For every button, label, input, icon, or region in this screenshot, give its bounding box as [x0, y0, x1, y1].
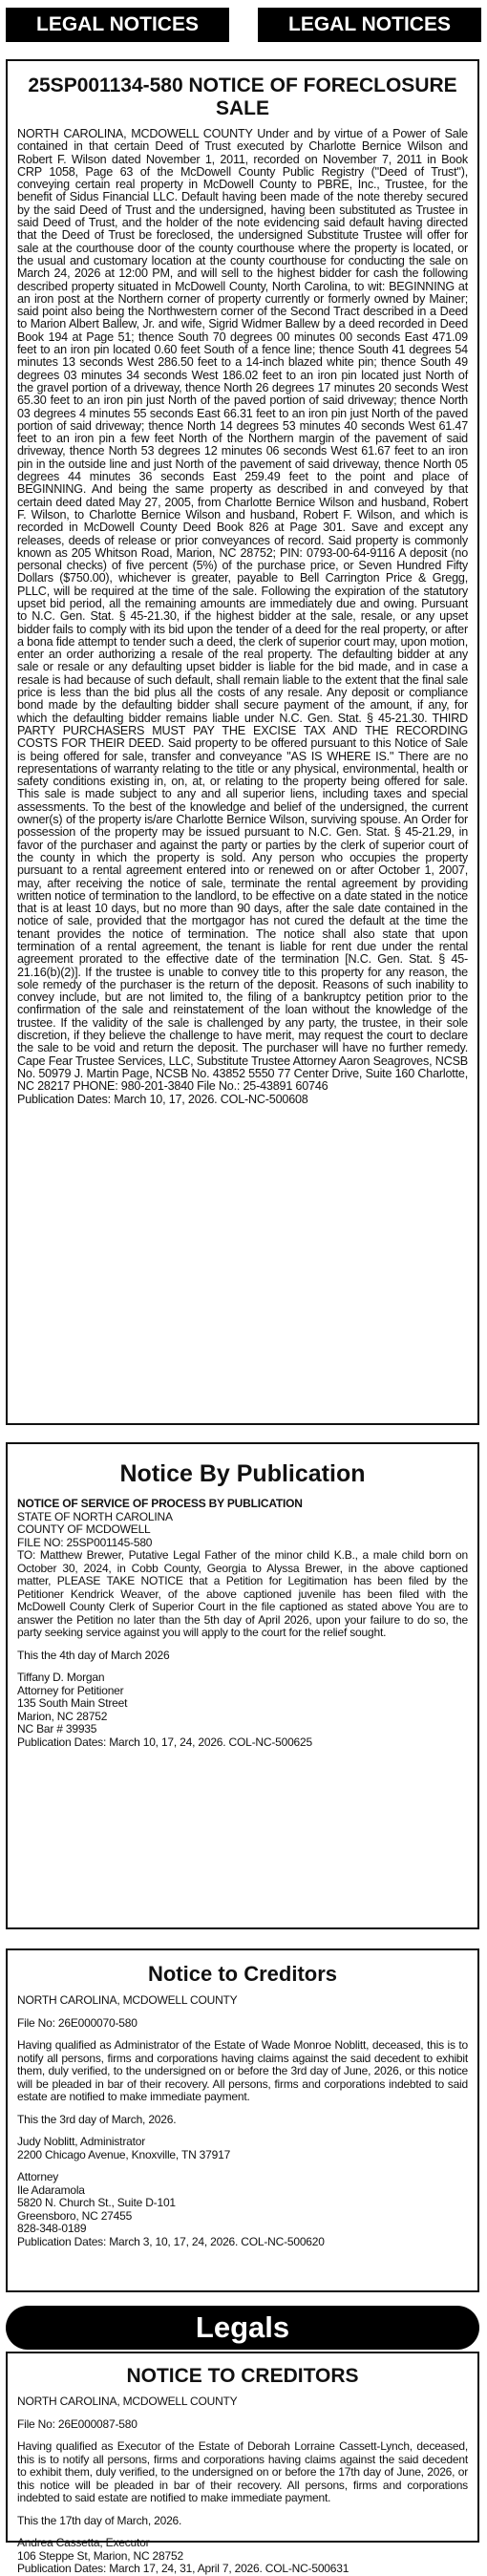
notice-body: NORTH CAROLINA, MCDOWELL COUNTY Under and by virtue of a Power of Sale contained in that certain Deed of Trust executed by Charlotte Bernice Wilson and Robert F. Wilson dated November 1, 2011, recorded on November 7, 2011 in Book CRP 1058, Page 63 of the McDowell County Public Registry ("Deed of Trust"), conveying certain real property in McDowell County to PBRE, Inc., Trustee, for the benefit of Sidus Financial LLC. Default having been made of the note thereby secured by the said Deed of Trust and the undersigned, having been substituted as Trustee in said Deed of Trust, and the holder of the note evidencing said default having directed that the Deed of Trust be foreclosed, the undersigned Substitute Trustee will offer for sale at the courthouse door of the county courthouse where the property is located, or the usual and customary location at the county courthouse for conducting the sale on March 24, 2026 at 12:00 PM, and will sell to the highest bidder for cash the following described property situated in McDowell County, North Carolina, to wit: BEGINNING at an iron post at the Northern corner of property currently or formerly owned by Mainer; said point also being the Northwestern corner of the Second Tract described in a Deed to Marion Albert Ballew, Jr. and wife, Sigrid Widmer Ballew by a deed recorded in Deed Book 194 at Page 51; thence South 70 degrees 00 minutes 00 seconds East 471.09 feet to an iron pin located 0.60 feet South of a fence line; thence South 41 degrees 54 minutes 13 seconds West 286.50 feet to a 14-inch blazed white pin; thence South 49 degrees 03 minutes 34 seconds West 186.02 feet to an iron pin located just North of the gravel portion of a driveway, thence North 26 degrees 17 minutes 20 seconds West 65.30 feet to an iron pin just North of the paved portion of said driveway; thence North 03 degrees 4 minutes 55 seconds East 66.31 feet to an iron pin just North of the paved portion of said driveway; thence North 14 degrees 53 minutes 40 seconds West 61.47 feet to an iron pin a few feet North of the Northern margin of the pavement of said driveway, thence North 53 degrees 12 minutes 06 seconds West 61.67 feet to an iron pin in the outside line and just North of the pavement of said driveway, thence North 05 degrees 44 minutes 36 seconds East 259.49 feet to the point and place of BEGINNING. And being the same property as described in and conveyed by that certain deed dated May 27, 2005, from Charlotte Bernice Wilson and husband, Robert F. Wilson, to Charlotte Bernice Wilson and husband, Robert F. Wilson, and which is recorded in McDowell County Deed Book 826 at Page 301. Save and except any releases, deeds of release or prior conveyances of record. Said property is commonly known as 205 Whitson Road, Marion, NC 28752; PIN: 0793-00-64-9116 A deposit (no personal checks) of five percent (5%) of the purchase price, or Seven Hundred Fifty Dollars ($750.00), whichever is greater, payable to Bell Carrington Price & Gregg, PLLC, will be required at the time of the sale. Following the expiration of the statutory upset bid period, all the remaining amounts are immediately due and owing. Pursuant to N.C. Gen. Stat. § 45-21.30, if the highest bidder at the sale, resale, or any upset bidder fails to comply with its bid upon the tender of a deed for the real property, or after a bona fide attempt to tender such a deed, the clerk of superior court may, upon motion, enter an order authorizing a resale of the real property. The defaulting bidder at any sale or resale or any defaulting upset bidder is liable for the bid made, and in case a resale is had because of such default, shall remain liable to the extent that the final sale price is less than the bid plus all the costs of any resale. Any deposit or compliance bond made by the defaulting bidder shall secure payment of the amount, if any, for which the defaulting bidder remains liable under N.C. Gen. Stat. § 45-21.30. THIRD PARTY PURCHASERS MUST PAY THE EXCISE TAX AND THE RECORDING COSTS FOR THEIR DEED. Said property to be offered pursuant to this Notice of Sale is being offered for sale, transfer and conveyance "AS IS WHERE IS." There are no representations of warranty relating to the title or any physical, environmental, health or safety conditions existing in, on, at, or relating to the property being offered for sale. This sale is made subject to any and all superior liens, including taxes and special assessments. To the best of the knowledge and belief of the undersigned, the current owner(s) of the property is/are Charlotte Bernice Wilson, surviving spouse. An Order for possession of the property may be issued pursuant to N.C. Gen. Stat. § 45-21.29, in favor of the purchaser and against the party or parties by the clerk of superior court of the county in which the property is sold. Any person who occupies the property pursuant to a rental agreement entered into or renewed on or after October 1, 2007, may, after receiving the notice of sale, terminate the rental agreement by providing written notice of termination to the landlord, to be effective on a date stated in the notice that is at least 10 days, but no more than 90 days, after the sale date contained in the notice of sale, provided that the mortgagor has not cured the default at the time the tenant provides the notice of termination. The notice shall also state that upon termination of a rental agreement, the tenant is liable for rent due under the rental agreement prorated to the effective date of the termination [N.C. Gen. Stat. § 45-21.16(b)(2)]. If the trustee is unable to convey title to this property for any reason, the sole remedy of the purchaser is the return of the deposit. Reasons of such inability to convey include, but are not limited to, the filing of a bankruptcy petition prior to the confirmation of the sale and reinstatement of the loan without the knowledge of the trustee. If the validity of the sale is challenged by any party, the trustee, in their sole discretion, if they believe the challenge to have merit, may request the court to declare the sale to be void and return the deposit. The purchaser will have no further remedy. Cape Fear Trustee Services, LLC, Substitute Trustee Attorney Aaron Seagroves, NCSB No. 50979 J. Martin Page, NCSB No. 43852 5550 77 Center Drive, Suite 160 Charlotte, NC 28217 PHONE: 980-201-3840 File No.: 25-43891 60746 — [17, 127, 468, 1094]
notice-county: COUNTY OF MCDOWELL — [17, 1522, 151, 1536]
signer-address: 2200 Chicago Avenue, Knoxville, TN 37917 — [17, 2147, 231, 2161]
notice-date: This the 3rd day of March, 2026. — [17, 2112, 177, 2126]
attorney-street: 5820 N. Church St., Suite D-101 — [17, 2196, 176, 2209]
notice-file-number: File No: 26E000087-580 — [17, 2416, 138, 2431]
section-header-left: LEGAL NOTICES — [6, 8, 229, 42]
section-header-right: LEGAL NOTICES — [258, 8, 481, 42]
notice-file-number: File No: 26E000070-580 — [17, 2015, 138, 2030]
notice-title: NOTICE TO CREDITORS — [126, 2365, 359, 2387]
attorney-name: Ile Adaramola — [17, 2182, 85, 2197]
signer-name: Andrea Cassetta, Executor — [17, 2536, 150, 2549]
publication-dates: Publication Dates: March 10, 17, 24, 2026. COL-NC-500625 — [17, 1735, 312, 1749]
notice-body: Having qualified as Administrator of the Estate of Wade Monroe Noblitt, deceased, this is to notify all persons, firms and corporations having claims against the said decedent to exhibit them, duly verified, to the undersigned on or before the 3rd day of June, 2026, or this notice will be pleaded in bar of their recovery. All persons, firms and corporations indebted to said estate are notified to make immediate payment. — [17, 2038, 468, 2103]
publication-dates: Publication Dates: March 17, 24, 31, April 7, 2026. COL-NC-500631 — [17, 2562, 349, 2575]
notice-body: TO: Matthew Brewer, Putative Legal Father of the minor child K.B., a male child born on October 30, 2024, in Cobb County, Georgia to Alyssa Brewer, in the above captioned matter, PLEASE TAKE NOTICE that a Petition for Legitimation has been filed by the Petitioner Kendrick Weaver, of the above captioned juvenile has been filed with the McDowell County Clerk of Superior Court in the file captioned as stated above You are to answer the Petition no later than the 5th day of April 2026, upon your failure to do so, the party seeking service against you will apply to the court for the relief sought. — [17, 1548, 468, 1639]
notice-foreclosure — [6, 59, 479, 1425]
notice-state: STATE OF NORTH CAROLINA — [17, 1509, 173, 1523]
signer-name: Tiffany D. Morgan — [17, 1671, 105, 1684]
signer-address-street: 135 South Main Street — [17, 1696, 128, 1710]
notice-title: Notice to Creditors — [147, 1962, 338, 1986]
signer-name: Judy Noblitt, Administrator — [17, 2135, 145, 2148]
signer-address-city: Marion, NC 28752 — [17, 1709, 108, 1723]
notice-date: This the 4th day of March 2026 — [17, 1648, 170, 1662]
signer-bar-number: NC Bar # 39935 — [17, 1722, 97, 1735]
attorney-label: Attorney — [17, 2170, 59, 2183]
attorney-city: Greensboro, NC 27455 — [17, 2208, 133, 2223]
notice-to-creditors-noblitt — [6, 1948, 479, 2292]
notice-file-number: FILE NO: 25SP001145-580 — [17, 1535, 153, 1549]
notice-heading: NOTICE OF SERVICE OF PROCESS BY PUBLICATION — [17, 1497, 303, 1510]
signer-address: 106 Steppe St, Marion, NC 28752 — [17, 2548, 183, 2563]
notice-county: NORTH CAROLINA, MCDOWELL COUNTY — [17, 1993, 238, 2007]
notice-to-creditors-cassett-lynch — [6, 2352, 479, 2575]
notice-title: 25SP001134-580 NOTICE OF FORECLOSURE SALE — [28, 75, 457, 119]
notice-body: Having qualified as Executor of the Estate of Deborah Lorraine Cassett-Lynch, deceased, this is to notify all persons, firms and corporations having claims against the said decedent to exhibit them, duly verified, to the undersigned on or before the 17th day of June, 2026, or this notice will be pleaded in bar of their recovery. All persons, firms and corporations indebted to said estate are notified to make immediate payment. — [17, 2439, 468, 2504]
publication-dates: Publication Dates: March 3, 10, 17, 24, 2026. COL-NC-500620 — [17, 2234, 325, 2248]
signer-role: Attorney for Petitioner — [17, 1683, 124, 1697]
legals-banner: Legals — [6, 2306, 479, 2350]
notice-by-publication — [6, 1442, 479, 1929]
notice-date: This the 17th day of March, 2026. — [17, 2513, 182, 2527]
notice-county: NORTH CAROLINA, MCDOWELL COUNTY — [17, 2395, 238, 2408]
publication-dates: Publication Dates: March 10, 17, 2026. COL-NC-500608 — [17, 1092, 308, 1106]
attorney-phone: 828-348-0189 — [17, 2222, 87, 2235]
notice-title: Notice By Publication — [119, 1460, 366, 1487]
